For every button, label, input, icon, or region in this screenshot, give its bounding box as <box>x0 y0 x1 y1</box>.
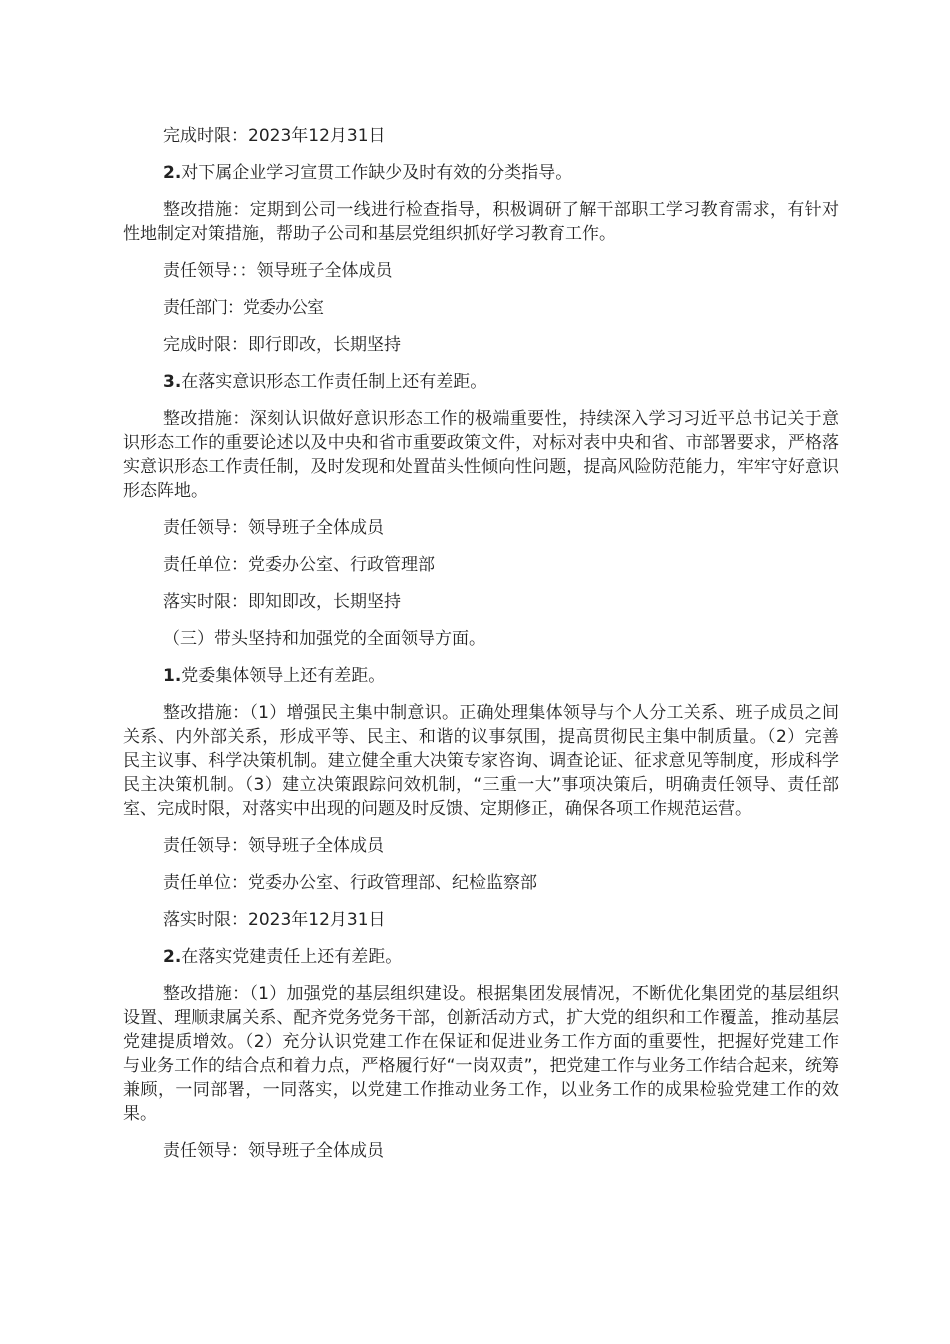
document-page <box>123 124 839 1176</box>
section-title: （三）带头坚持和加强党的全面领导方面。 <box>163 629 486 649</box>
issue-number: 3. <box>163 372 182 392</box>
paragraph-text: 落实时限：即知即改，长期坚持 <box>163 592 401 612</box>
issue-title: 在落实意识形态工作责任制上还有差距。 <box>181 372 488 392</box>
paragraph-text: 完成时限：2023年12月31日 <box>163 126 386 146</box>
paragraph-text: 责任领导：领导班子全体成员 <box>163 518 384 538</box>
paragraph-measures-3 <box>123 701 839 821</box>
issue-number: 2. <box>163 163 182 183</box>
issue-number: 1. <box>163 666 182 686</box>
paragraph-measures-1 <box>123 198 839 246</box>
paragraph-leader-2 <box>123 516 839 540</box>
paragraph-deadline-2 <box>123 333 839 357</box>
paragraph-leader-3 <box>123 834 839 858</box>
paragraph-text: 整改措施：（1）增强民主集中制意识。正确处理集体领导与个人分工关系、班子成员之间关系、内外部关系，形成平等、民主、和谐的议事氛围，提高贯彻民主集中制质量。（2）完善民主议事、科学决策机制。建立健全重大决策专家咨询、调查论证、征求意见等制度，形成科学民主决策机制。（3）建立决策跟踪问效机制，“三重一大”事项决策后，明确责任领导、责任部室、完成时限，对落实中出现的问题及时反馈、定期修正，确保各项工作规范运营。 <box>123 703 839 819</box>
paragraph-text: 责任部门：党委办公室 <box>163 298 323 318</box>
paragraph-text: 整改措施：（1）加强党的基层组织建设。根据集团发展情况，不断优化集团党的基层组织设置、理顺隶属关系、配齐党务党务干部，创新活动方式，扩大党的组织和工作覆盖，推动基层党建提质增效。（2）充分认识党建工作在保证和促进业务工作方面的重要性，把握好党建工作与业务工作的结合点和着力点，严格履行好“一岗双责”，把党建工作与业务工作结合起来，统筹兼顾，一同部署，一同落实，以党建工作推动业务工作，以业务工作的成果检验党建工作的效果。 <box>123 984 839 1124</box>
issue-heading-1b <box>123 664 839 688</box>
paragraph-measures-2 <box>123 407 839 503</box>
paragraph-measures-4 <box>123 982 839 1126</box>
paragraph-leader-1 <box>123 259 839 283</box>
issue-heading-2b <box>123 945 839 969</box>
issue-number: 2. <box>163 947 182 967</box>
paragraph-text: 责任领导：领导班子全体成员 <box>163 836 384 856</box>
paragraph-text: 责任领导：：领导班子全体成员 <box>163 261 393 281</box>
paragraph-text: 整改措施：定期到公司一线进行检查指导，积极调研了解干部职工学习教育需求，有针对性地制定对策措施，帮助子公司和基层党组织抓好学习教育工作。 <box>123 200 839 244</box>
paragraph-deadline-3 <box>123 590 839 614</box>
paragraph-text: 完成时限：即行即改，长期坚持 <box>163 335 401 355</box>
paragraph-unit-1 <box>123 553 839 577</box>
paragraph-unit-2 <box>123 871 839 895</box>
issue-title: 在落实党建责任上还有差距。 <box>181 947 403 967</box>
paragraph-text: 责任单位：党委办公室、行政管理部 <box>163 555 435 575</box>
paragraph-text: 责任领导：领导班子全体成员 <box>163 1141 384 1161</box>
paragraph-department-1 <box>123 296 839 320</box>
paragraph-text: 责任单位：党委办公室、行政管理部、纪检监察部 <box>163 873 537 893</box>
paragraph-text: 整改措施：深刻认识做好意识形态工作的极端重要性，持续深入学习习近平总书记关于意识形态工作的重要论述以及中央和省市重要政策文件，对标对表中央和省、市部署要求，严格落实意识形态工作责任制，及时发现和处置苗头性倾向性问题，提高风险防范能力，牢牢守好意识形态阵地。 <box>123 409 839 501</box>
issue-heading-3 <box>123 370 839 394</box>
paragraph-leader-4 <box>123 1139 839 1163</box>
paragraph-deadline-1 <box>123 124 839 148</box>
paragraph-text: 落实时限：2023年12月31日 <box>163 910 386 930</box>
issue-heading-2 <box>123 161 839 185</box>
paragraph-deadline-4 <box>123 908 839 932</box>
section-heading-3 <box>123 627 839 651</box>
issue-title: 对下属企业学习宣贯工作缺少及时有效的分类指导。 <box>181 163 573 183</box>
issue-title: 党委集体领导上还有差距。 <box>181 666 386 686</box>
